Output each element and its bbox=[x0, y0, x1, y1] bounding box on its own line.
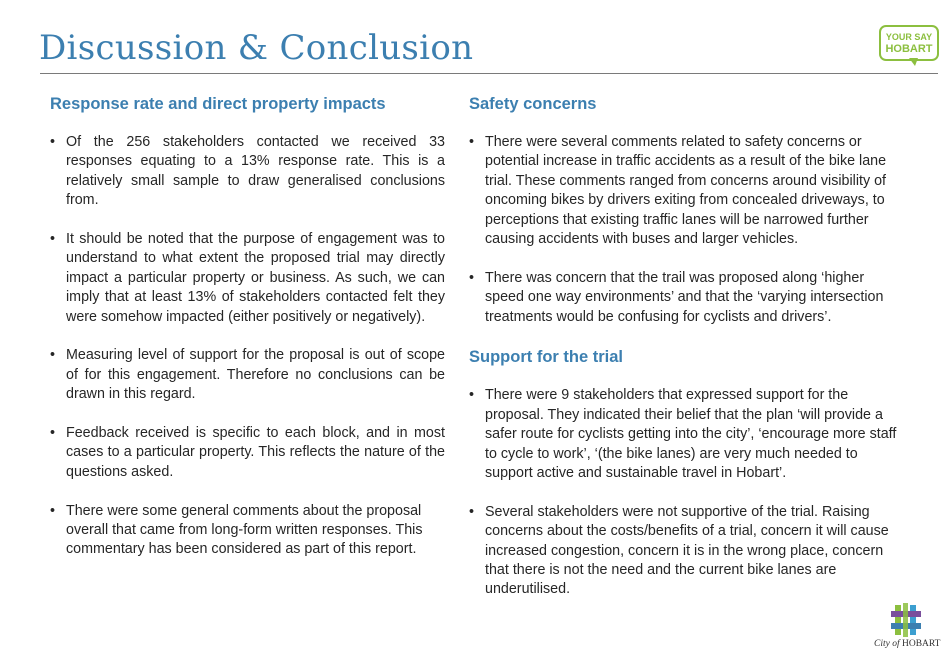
title-divider bbox=[40, 73, 938, 74]
list-item: • There was concern that the trail was proposed along ‘higher speed one way environments’ and that the ‘varying intersection treatments would be confusing for cyclists and drivers’. bbox=[469, 269, 899, 327]
city-name-text: HOBART bbox=[901, 639, 941, 649]
list-item: • Several stakeholders were not supportive of the trial. Raising concerns about the costs/benefits of a trial, concern it will cause increased congestion, concern it is in the wrong place, concern that there is not the need and the current bike lanes are underutilised. bbox=[469, 503, 899, 600]
logo-text-line1: YOUR SAY bbox=[885, 32, 933, 42]
response-rate-heading: Response rate and direct property impacts bbox=[50, 95, 386, 113]
list-item: • There were several comments related to safety concerns or potential increase in traffic accidents as a result of the bike lane trial. These comments ranged from concerns around visibility of oncoming bikes by drivers exiting from concealed driveways, to perceptions that existing traffic lanes will be narrowed further causing accidents with buses and larger vehicles. bbox=[469, 133, 899, 249]
left-column bbox=[50, 92, 445, 579]
list-item: • It should be noted that the purpose of engagement was to understand to what extent the proposed trial may directly impact a particular property or business. As such, we can imply that at least 13% of stakeholders contacted felt they were somehow impacted (either positively or negatively). bbox=[50, 230, 445, 327]
city-logo-text bbox=[874, 639, 940, 649]
city-of-hobart-logo bbox=[872, 603, 944, 653]
safety-list bbox=[469, 133, 899, 327]
speech-bubble-icon bbox=[879, 25, 939, 61]
safety-heading: Safety concerns bbox=[469, 95, 597, 113]
response-rate-list bbox=[50, 133, 445, 560]
slide-title: Discussion & Conclusion bbox=[39, 28, 474, 68]
speech-bubble-tail bbox=[909, 58, 918, 66]
city-cross-icon bbox=[890, 603, 924, 637]
logo-text-line2: HOBART bbox=[885, 43, 933, 55]
list-item: • There were some general comments about the proposal overall that came from long-form written responses. This commentary has been considered as part of this report. bbox=[50, 502, 445, 560]
right-column bbox=[469, 92, 899, 619]
your-say-hobart-logo bbox=[879, 25, 939, 67]
support-list bbox=[469, 386, 899, 599]
list-item: • Measuring level of support for the proposal is out of scope of for this engagement. Therefore no conclusions can be drawn in this regard. bbox=[50, 346, 445, 404]
list-item: • Feedback received is specific to each block, and in most cases to a particular property. This reflects the nature of the questions asked. bbox=[50, 424, 445, 482]
city-of-text: City of bbox=[874, 639, 900, 649]
support-heading: Support for the trial bbox=[469, 348, 623, 367]
list-item: • There were 9 stakeholders that expressed support for the proposal. They indicated their belief that the plan ‘will provide a safer route for cyclists getting into the city’, ‘encourage more staff to cycle to work’, ‘(the bike lanes) are very much needed to support active and sustainable travel in Hobart’. bbox=[469, 386, 899, 483]
list-item: • Of the 256 stakeholders contacted we received 33 responses equating to a 13% response rate. This is a relatively small sample to draw generalised conclusions from. bbox=[50, 133, 445, 211]
